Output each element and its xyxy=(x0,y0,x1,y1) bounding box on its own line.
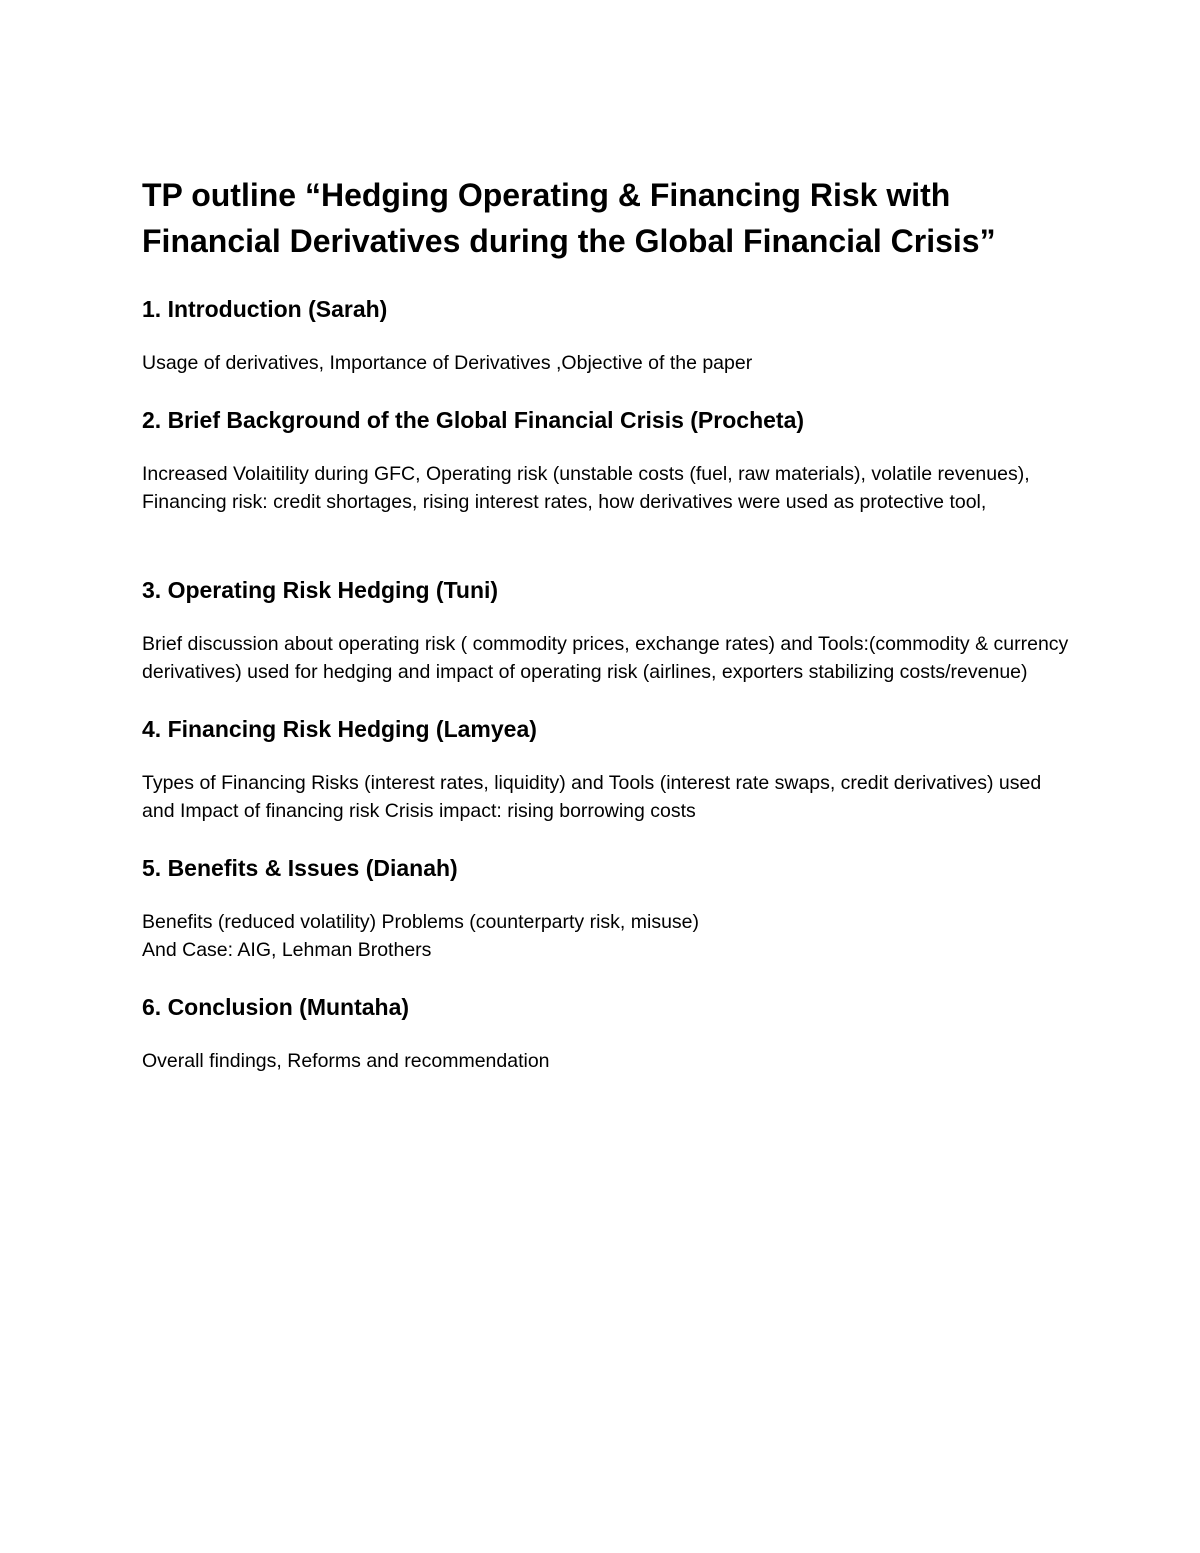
section-body-financing-risk: Types of Financing Risks (interest rates, liquidity) and Tools (interest rate swaps, credit derivatives) used and Impact of financing risk Crisis impact: rising borrowing costs xyxy=(142,771,1042,822)
section-body-line: Benefits (reduced volatility) Problems (counterparty risk, misuse) xyxy=(142,910,700,933)
section-heading-background: 2. Brief Background of the Global Financial Crisis (Procheta) xyxy=(142,406,805,433)
section-heading-benefits-issues: 5. Benefits & Issues (Dianah) xyxy=(142,854,458,881)
section-heading-conclusion: 6. Conclusion (Muntaha) xyxy=(142,993,410,1020)
document-title: TP outline “Hedging Operating & Financing Risk with Financial Derivatives during the Global Financial Crisis” xyxy=(142,177,996,259)
section-body-introduction: Usage of derivatives, Importance of Derivatives ,Objective of the paper xyxy=(142,352,753,374)
document-content xyxy=(142,172,1072,1075)
section-heading-introduction: 1. Introduction (Sarah) xyxy=(142,296,388,322)
section-heading-financing-risk: 4. Financing Risk Hedging (Lamyea) xyxy=(142,715,537,742)
section-body-benefits-issues xyxy=(142,908,1072,965)
section-body-background: Increased Volaitility during GFC, Operating risk (unstable costs (fuel, raw materials), volatile revenues), Financing risk: credit shortages, rising interest rates, how derivatives were used as protective tool, xyxy=(142,462,1030,513)
section-body-line: And Case: AIG, Lehman Brothers xyxy=(142,939,432,961)
section-body-conclusion: Overall findings, Reforms and recommendation xyxy=(142,1049,550,1072)
section-body-operating-risk: Brief discussion about operating risk ( commodity prices, exchange rates) and Tools:(commodity & currency derivatives) used for hedging and impact of operating risk (airlines, exporters stabilizing costs/revenue) xyxy=(142,632,1069,683)
section-heading-operating-risk: 3. Operating Risk Hedging (Tuni) xyxy=(142,576,499,603)
